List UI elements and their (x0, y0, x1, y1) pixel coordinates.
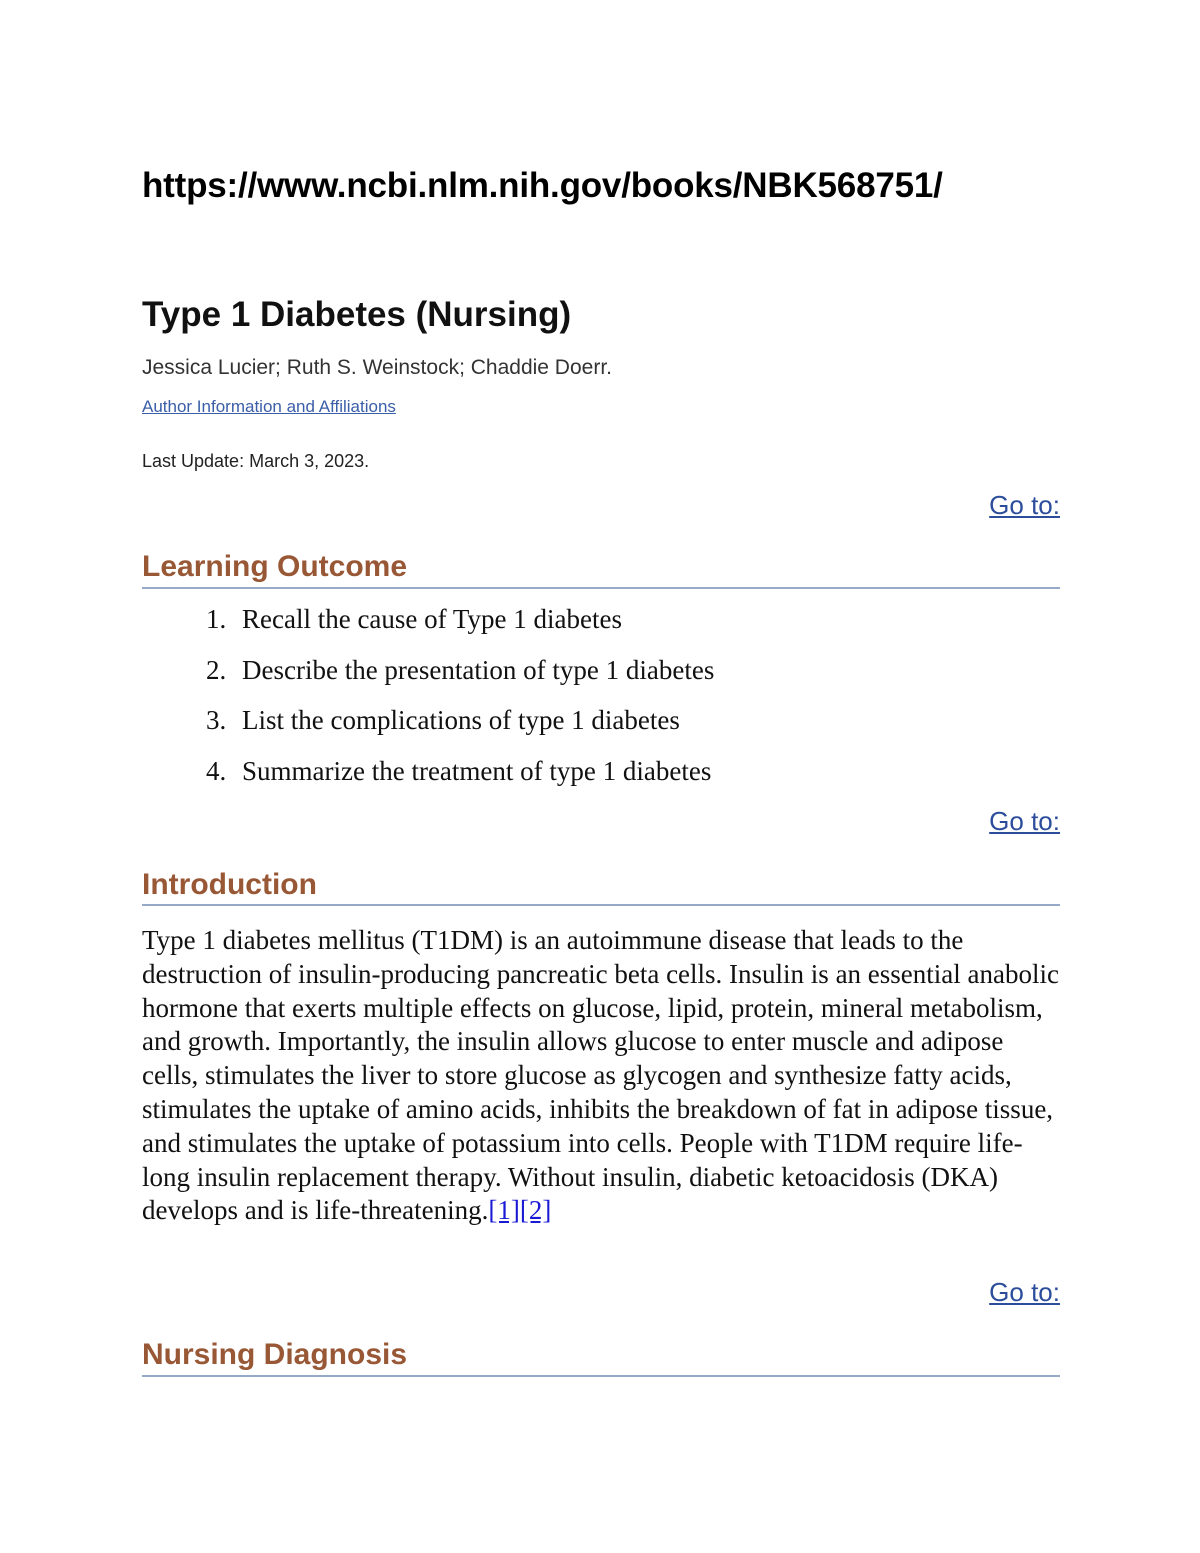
section-heading-learning-outcome: Learning Outcome (142, 550, 408, 583)
goto-link-1[interactable]: Go to: (989, 490, 1060, 520)
page-title: Type 1 Diabetes (Nursing) (142, 295, 572, 334)
list-item-text: Summarize the treatment of type 1 diabetes (242, 755, 712, 786)
list-item-number: 2. (206, 654, 227, 685)
goto-link-3[interactable]: Go to: (989, 1277, 1060, 1307)
list-item-number: 4. (206, 755, 227, 786)
list-item-text: Recall the cause of Type 1 diabetes (242, 604, 622, 634)
list-item (142, 705, 714, 756)
list-item-text: List the complications of type 1 diabetes (242, 705, 680, 735)
list-item-number: 1. (206, 604, 227, 634)
reference-link-2[interactable]: [2] (519, 1195, 552, 1226)
introduction-text: Type 1 diabetes mellitus (T1DM) is an autoimmune disease that leads to the destruction of insulin-producing pancreatic beta cells. Insulin is an essential anabolic hormone that exerts multiple effects on glucose, lipid, protein, mineral metabolism, and growth. Importantly, the insulin allows glucose to enter muscle and adipose cells, stimulates the liver to store glucose as glycogen and synthesize fatty acids, stimulates the uptake of amino acids, inhibits the breakdown of fat in adipose tissue, and stimulates the uptake of potassium into cells. People with T1DM require life-long insulin replacement therapy. Without insulin, diabetic ketoacidosis (DKA) develops and is life-threatening. (142, 925, 1059, 1226)
list-item-number: 3. (206, 705, 227, 735)
author-affiliations-link[interactable]: Author Information and Affiliations (142, 397, 396, 416)
list-item (142, 756, 714, 807)
source-url: https://www.ncbi.nlm.nih.gov/books/NBK568751/ (142, 166, 943, 205)
list-item (142, 655, 714, 706)
section-divider (142, 904, 1060, 906)
author-list: Jessica Lucier; Ruth S. Weinstock; Chaddie Doerr. (142, 356, 612, 379)
section-divider (142, 587, 1060, 589)
list-item-text: Describe the presentation of type 1 diabetes (242, 654, 715, 685)
introduction-paragraph (142, 924, 1060, 1228)
reference-link-1[interactable]: [1] (488, 1195, 520, 1226)
section-heading-nursing-diagnosis: Nursing Diagnosis (142, 1338, 408, 1371)
goto-link-2[interactable]: Go to: (989, 806, 1060, 836)
learning-outcome-list (142, 604, 714, 806)
section-heading-introduction: Introduction (142, 868, 317, 901)
list-item (142, 604, 714, 655)
section-divider (142, 1375, 1060, 1377)
last-update: Last Update: March 3, 2023. (142, 451, 370, 471)
